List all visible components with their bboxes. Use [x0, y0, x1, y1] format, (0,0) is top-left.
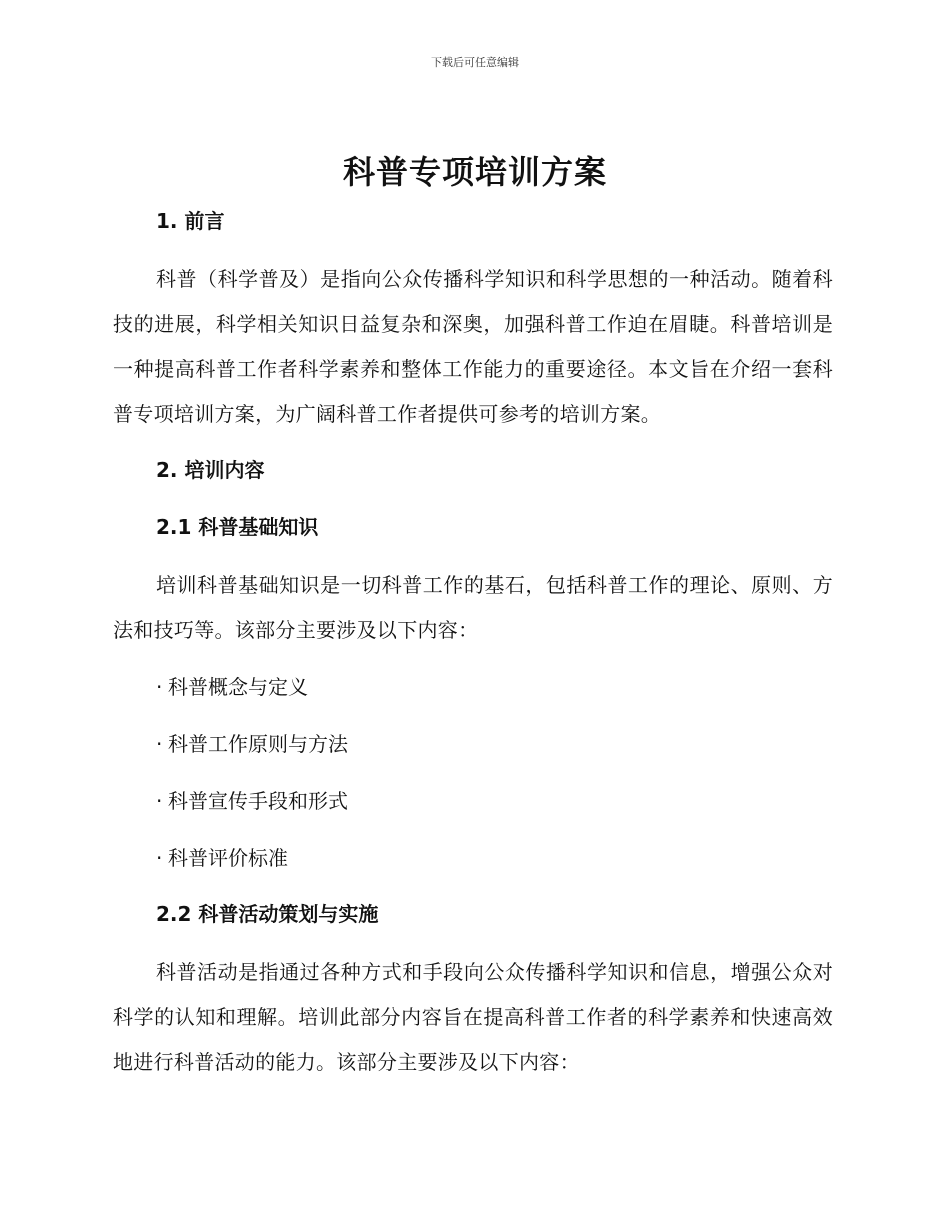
bullet-dot: · — [156, 789, 163, 813]
paragraph-activity-planning: 科普活动是指通过各种方式和手段向公众传播科学知识和信息，增强公众对科学的认知和理解。培训此部分内容旨在提高科普工作者的科学素养和快速高效地进行科普活动的能力。该部分主要涉及以下内容： — [113, 960, 833, 1074]
list-item — [113, 665, 833, 722]
paragraph-preface: 科普（科学普及）是指向公众传播科学知识和科学思想的一种活动。随着科技的进展，科学相关知识日益复杂和深奥，加强科普工作迫在眉睫。科普培训是一种提高科普工作者科学素养和整体工作能力的重要途径。本文旨在介绍一套科普专项培训方案，为广阔科普工作者提供可参考的培训方案。 — [113, 267, 833, 426]
list-item — [113, 836, 833, 893]
list-item — [113, 779, 833, 836]
subsection-heading-activity-planning: 2.2 科普活动策划与实施 — [156, 902, 379, 926]
section-heading-training-content: 2. 培训内容 — [156, 458, 265, 482]
list-item-text: 科普宣传手段和形式 — [168, 789, 348, 813]
bullet-dot: · — [156, 675, 163, 699]
list-item-text: 科普工作原则与方法 — [168, 732, 348, 756]
section-heading-preface: 1. 前言 — [156, 209, 225, 233]
list-item-text: 科普评价标准 — [168, 846, 288, 870]
bullet-dot: · — [156, 846, 163, 870]
bullet-dot: · — [156, 732, 163, 756]
paragraph-basics: 培训科普基础知识是一切科普工作的基石，包括科普工作的理论、原则、方法和技巧等。该部分主要涉及以下内容： — [113, 573, 833, 642]
list-item-text: 科普概念与定义 — [168, 675, 308, 699]
subsection-heading-basics: 2.1 科普基础知识 — [156, 515, 319, 539]
document-title: 科普专项培训方案 — [342, 153, 607, 191]
document-body — [113, 200, 833, 1085]
header-note: 下载后可任意编辑 — [431, 56, 519, 69]
list-item — [113, 722, 833, 779]
